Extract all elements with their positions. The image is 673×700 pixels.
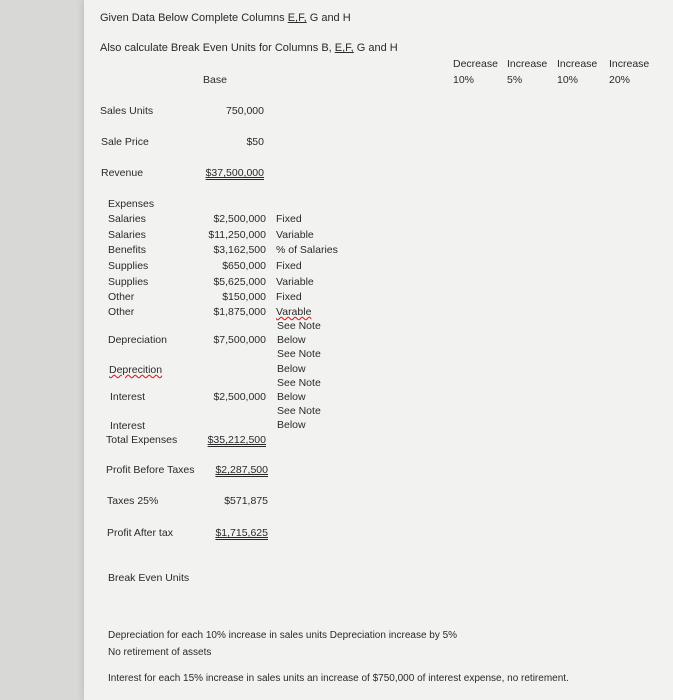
col-header-c3-top: Increase (557, 58, 598, 70)
depreciation-label: Depreciation (108, 334, 167, 346)
break-even-units-label: Break Even Units (108, 572, 190, 584)
taxes-value: $571,875 (224, 495, 268, 507)
expense-type: Variable (276, 229, 314, 241)
expense-label: Salaries (108, 213, 146, 225)
depreciation-value: $7,500,000 (213, 334, 266, 346)
expense-value: $5,625,000 (213, 276, 266, 288)
expense-value: $11,250,000 (208, 229, 266, 241)
expense-value: $1,875,000 (213, 306, 266, 318)
total-expenses-label: Total Expenses (106, 434, 178, 446)
expense-value: $2,500,000 (213, 213, 266, 225)
see-note-text: See Note (277, 405, 321, 417)
expense-type: % of Salaries (276, 244, 338, 256)
instruction-1-text: Given Data Below Complete Columns (100, 12, 288, 24)
expense-type: Fixed (276, 260, 302, 272)
sales-units-value: 750,000 (226, 105, 264, 117)
instruction-2-cols: E,F, (334, 42, 354, 54)
expense-label: Supplies (108, 276, 149, 288)
instruction-line-1 (100, 12, 351, 25)
expense-label: Salaries (108, 229, 146, 241)
below-text: Below (277, 363, 306, 375)
depreciation-note-1: Depreciation for each 10% increase in sales units Depreciation increase by 5% (108, 630, 458, 641)
total-expenses-value: $35,212,500 (207, 434, 266, 446)
col-header-c4-top: Increase (609, 58, 650, 70)
interest-2-label: Interest (110, 420, 146, 432)
sale-price-label: Sale Price (101, 136, 149, 148)
below-text: Below (277, 391, 306, 403)
col-header-c2-bot: 5% (507, 74, 523, 86)
see-note-text: See Note (277, 348, 321, 360)
instruction-2-text: Also calculate Break Even Units for Columns B, (100, 42, 335, 54)
revenue-label: Revenue (101, 167, 144, 179)
col-header-c1-bot: 10% (453, 74, 475, 86)
instruction-1-cols: E,F, (287, 12, 307, 24)
col-header-base: Base (203, 74, 227, 86)
col-header-c1-top: Decrease (453, 58, 498, 70)
expense-value: $650,000 (222, 260, 266, 272)
sale-price-value: $50 (246, 136, 264, 148)
taxes-label: Taxes 25% (107, 495, 159, 507)
profit-after-tax-label: Profit After tax (107, 527, 173, 539)
expense-type: Fixed (276, 213, 302, 225)
col-header-c2-top: Increase (507, 58, 548, 70)
expense-label: Supplies (108, 260, 149, 272)
col-header-c4-bot: 20% (609, 74, 631, 86)
depreciation-2-label: Deprecition (109, 364, 163, 376)
interest-label: Interest (110, 391, 146, 403)
expense-type: Fixed (276, 291, 302, 303)
col-header-c3-bot: 10% (557, 74, 579, 86)
expense-value: $3,162,500 (213, 244, 266, 256)
profit-after-tax-value: $1,715,625 (215, 527, 268, 539)
worksheet-page (84, 0, 673, 700)
expense-type: Varable (276, 306, 312, 318)
below-text: Below (277, 419, 306, 431)
profit-before-taxes-label: Profit Before Taxes (106, 464, 195, 476)
revenue-value: $37,500,000 (205, 167, 264, 179)
instruction-1-suffix: G and H (306, 12, 351, 24)
expense-label: Benefits (108, 244, 146, 256)
expenses-label: Expenses (108, 198, 155, 210)
expense-value: $150,000 (222, 291, 266, 303)
expense-label: Other (108, 291, 135, 303)
profit-before-taxes-value: $2,287,500 (215, 464, 268, 476)
sales-units-label: Sales Units (100, 105, 154, 117)
expense-label: Other (108, 306, 135, 318)
interest-value: $2,500,000 (213, 391, 266, 403)
see-note-text: See Note (277, 377, 321, 389)
expense-type: Variable (276, 276, 314, 288)
instruction-2-suffix: G and H (353, 42, 398, 54)
below-text: Below (277, 334, 306, 346)
instruction-line-2 (100, 42, 398, 55)
depreciation-note-2: No retirement of assets (108, 647, 212, 658)
interest-note: Interest for each 15% increase in sales units an increase of $750,000 of interest expense, no retirement. (108, 673, 569, 684)
see-note-text: See Note (277, 320, 321, 332)
